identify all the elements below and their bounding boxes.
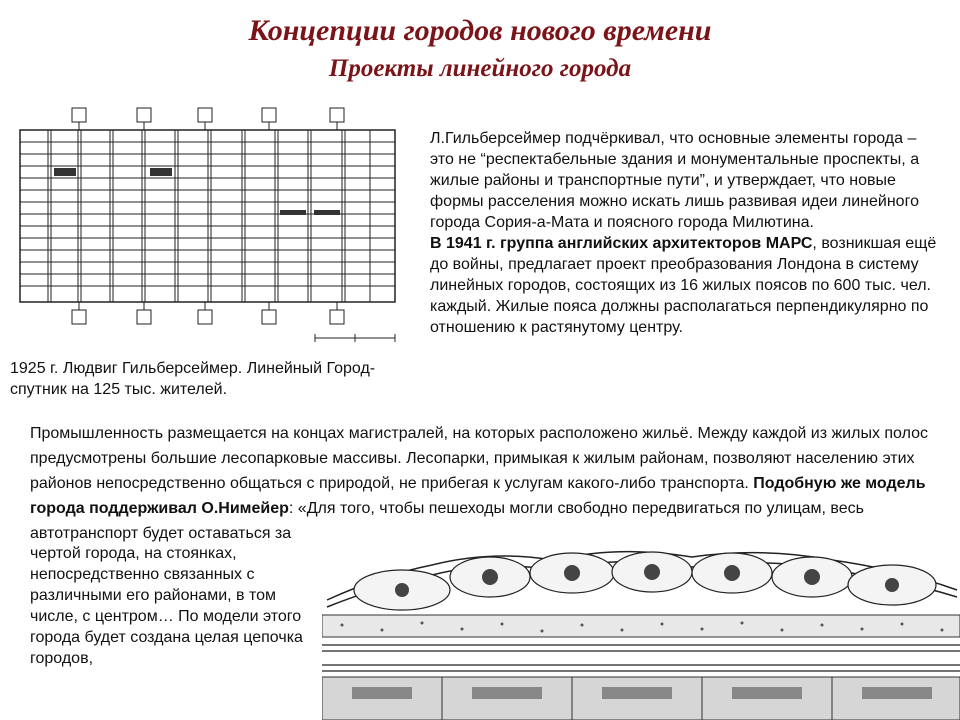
linear-city-plan-drawing <box>10 98 410 354</box>
text-block-wide <box>30 421 945 546</box>
slide-subtitle: Проекты линейного города <box>328 55 632 82</box>
paragraph-mars <box>430 233 940 338</box>
text-block-right <box>430 128 940 338</box>
paragraph-hilberseimer: Л.Гильберсеймер подчёркивал, что основные элементы города – это не “респектабельные здания и монументальные проспекты, а жилые районы и транспортные пути”, и утверждает, что новые формы расселения можно искать лишь развивая идеи линейного города Сория-а-Мата и поясного города Милютина. <box>430 130 920 231</box>
mars-bold-text: В 1941 г. группа английских архитекторов МАРС <box>430 235 813 252</box>
figure-caption: 1925 г. Людвиг Гильберсеймер. Линейный Город-спутник на 125 тыс. жителей. <box>10 360 376 398</box>
wide-text-2: : «Для того, чтобы пешеходы могли свободно передвигаться по улицам, весь автотранспорт будет оставаться за <box>30 500 864 542</box>
linear-city-section-drawing <box>322 545 960 720</box>
niemeyer-bold-text: Подобную же модель города поддерживал О.Нимейер <box>30 475 926 517</box>
wide-text-1: Промышленность размещается на концах магистралей, на которых расположено жильё. Между каждой из жилых полос предусмотрены большие лесопарковые массивы. Лесопарки, примыкая к жилым районам, позволяют населению этих районов непосредственно общаться с природой, не прибегая к услугам какого-либо транспорта. <box>30 425 929 492</box>
text-block-narrow: чертой города, на стоянках, непосредственно связанных с различными его районами, в том числе, с центром… По модели этого города будет создана целая цепочка городов, <box>30 545 303 667</box>
mars-text: , возникшая ещё до войны, предлагает проект преобразования Лондона в систему линейных городов, состоящих из 16 жилых поясов по 600 тыс. чел. каждый. Жилые пояса должны располагаться перпендикулярно по отношению к растянутому центру. <box>430 235 937 336</box>
slide-title: Концепции городов нового времени <box>248 14 712 47</box>
